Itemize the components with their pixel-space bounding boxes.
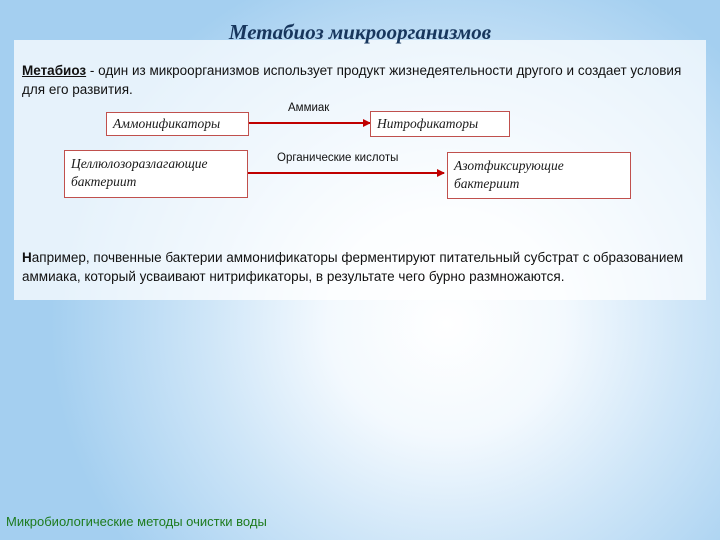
footer-caption: Микробиологические методы очистки воды xyxy=(6,514,267,529)
label-ammonia: Аммиак xyxy=(288,102,330,114)
example-first-letter: Н xyxy=(22,250,32,265)
box-nitrogen-fixing-bacteria: Азотфиксирующие бактерииm xyxy=(447,152,631,199)
box-cellulose-bacteria: Целлюлозоразлагающие бактерииm xyxy=(64,150,248,198)
box-ammonifiers: Аммонификаторы xyxy=(106,112,249,136)
definition-text: - один из микроорганизмов использует продукт жизнедеятельности другого и создает условия для его развития. xyxy=(22,63,682,97)
example-text: апример, почвенные бактерии аммонификаторы ферментируют питательный субстрат с образованием аммиака, который усваивают нитрификаторы, в результате чего бурно размножаются. xyxy=(22,250,684,284)
definition-term: Метабиоз xyxy=(22,63,87,78)
slide-title: Метабиоз микроорганизмов xyxy=(228,20,492,44)
example-paragraph xyxy=(22,248,712,286)
label-organic-acids: Органические кислоты xyxy=(277,152,399,164)
box-nitrifiers: Нитрофикаторы xyxy=(370,111,510,137)
